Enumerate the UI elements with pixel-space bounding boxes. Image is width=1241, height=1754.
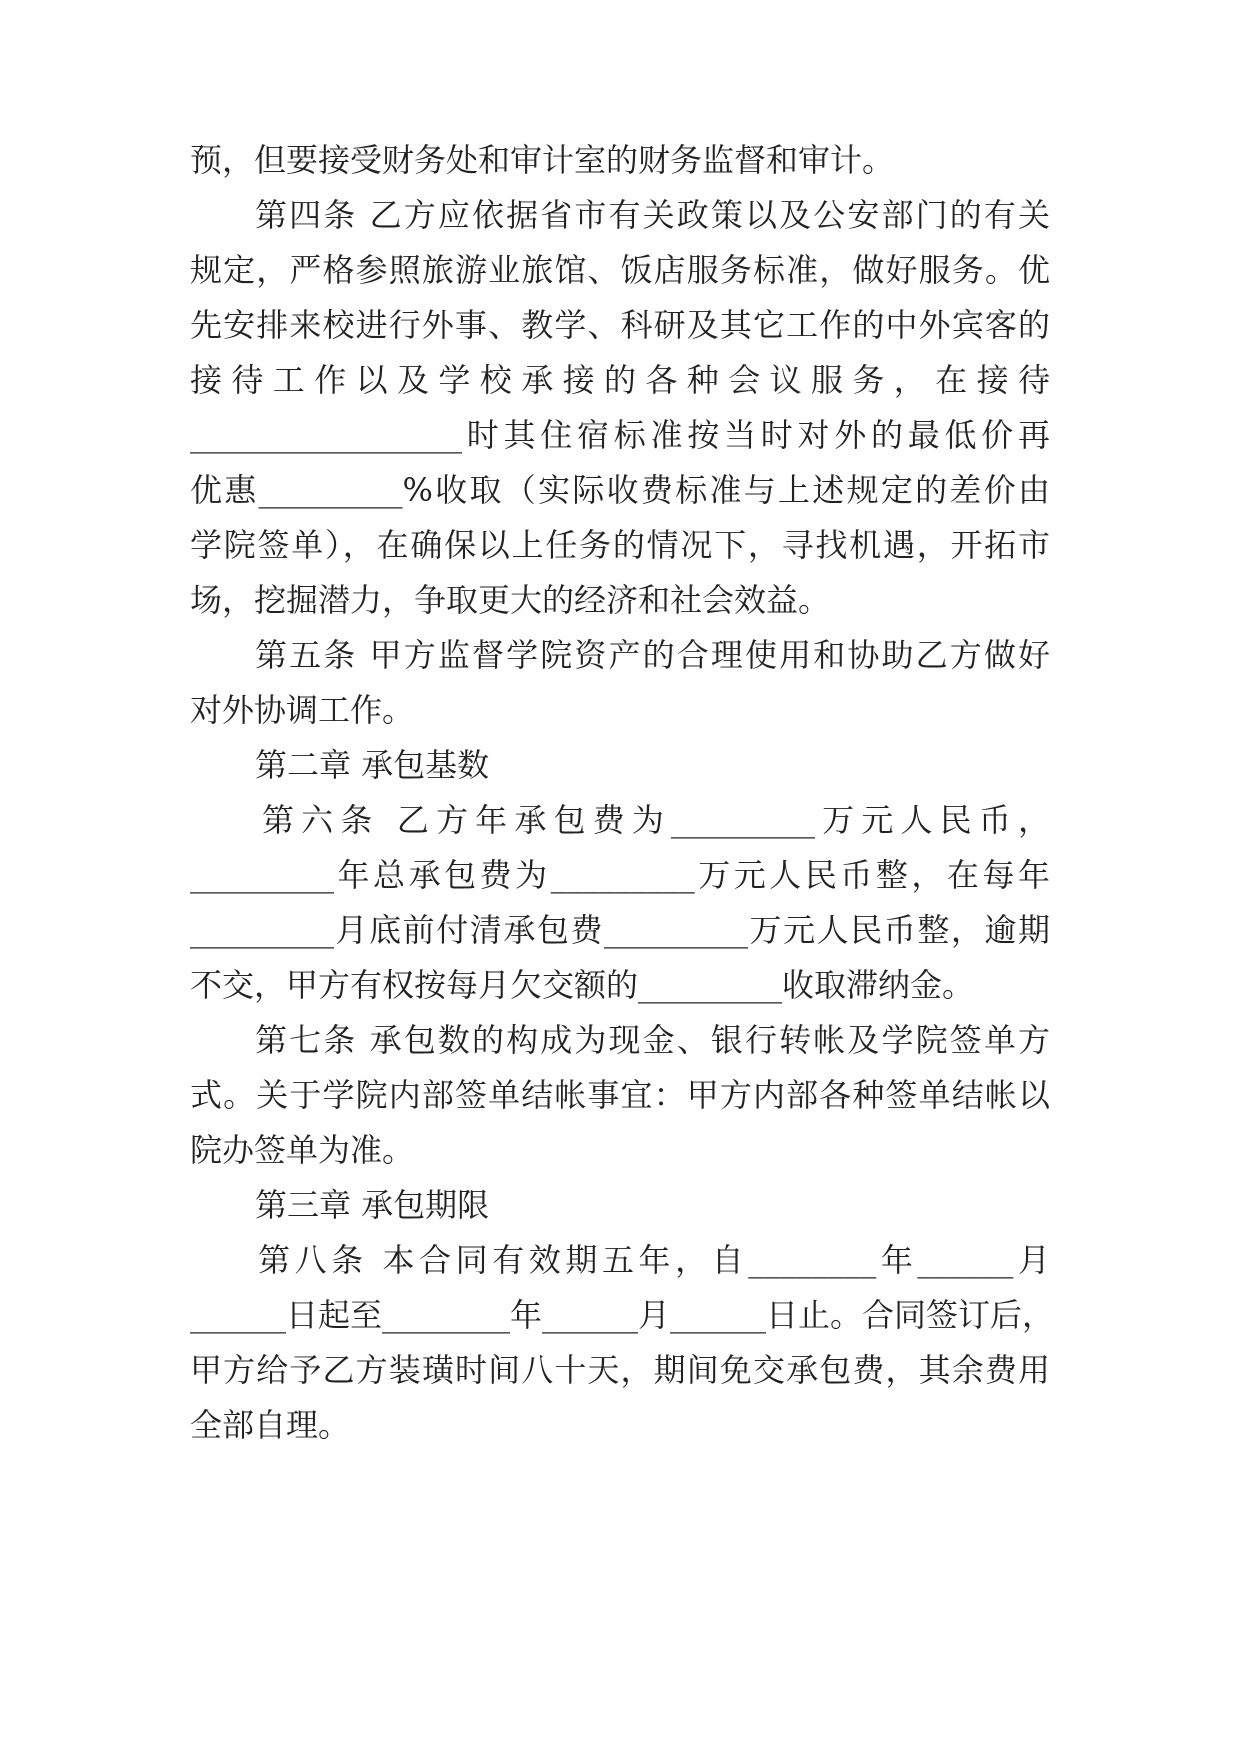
text-line: 对外协调工作。 [190, 691, 415, 729]
article-6-heading-line: 第六条 乙方年承包费为_________万元人民币， [262, 801, 1050, 839]
text-line: 接待工作以及学校承接的各种会议服务，在接待 [190, 361, 1050, 399]
text-line: 规定，严格参照旅游业旅馆、饭店服务标准，做好服务。优 [190, 251, 1050, 289]
text-line: 全部自理。 [190, 1406, 351, 1444]
article-8-heading-line: 第八条 本合同有效期五年，自________年______月 [258, 1241, 1050, 1279]
text-line: 式。关于学院内部签单结帐事宜：甲方内部各种签单结帐以 [190, 1076, 1050, 1114]
text-line: 院办签单为准。 [190, 1131, 415, 1169]
text-line: 优惠_________%收取（实际收费标准与上述规定的差价由 [190, 471, 1050, 509]
text-line: ______日起至________年______月______日止。合同签订后， [190, 1296, 1055, 1334]
text-line: 场，挖掘潜力，争取更大的经济和社会效益。 [190, 581, 831, 619]
text-line: 甲方给予乙方装璜时间八十天，期间免交承包费，其余费用 [190, 1351, 1050, 1389]
article-7-heading-line: 第七条 承包数的构成为现金、银行转帐及学院签单方 [255, 1021, 1050, 1059]
text-line: _________月底前付清承包费_________万元人民币整，逾期 [190, 911, 1050, 949]
text-line: 学院签单），在确保以上任务的情况下，寻找机遇，开拓市 [190, 526, 1050, 564]
text-line: 先安排来校进行外事、教学、科研及其它工作的中外宾客的 [190, 306, 1050, 344]
text-line: _________年总承包费为_________万元人民币整，在每年 [190, 856, 1050, 894]
chapter-2-heading: 第二章 承包基数 [255, 746, 490, 784]
article-5-heading-line: 第五条 甲方监督学院资产的合理使用和协助乙方做好 [255, 636, 1050, 674]
text-line: 不交，甲方有权按每月欠交额的_________收取滞纳金。 [190, 966, 975, 1004]
article-4-heading-line: 第四条 乙方应依据省市有关政策以及公安部门的有关 [255, 196, 1050, 234]
text-line: _________________时其住宿标准按当时对外的最低价再 [190, 416, 1050, 454]
chapter-3-heading: 第三章 承包期限 [255, 1186, 490, 1224]
text-line: 预，但要接受财务处和审计室的财务监督和审计。 [190, 141, 895, 179]
